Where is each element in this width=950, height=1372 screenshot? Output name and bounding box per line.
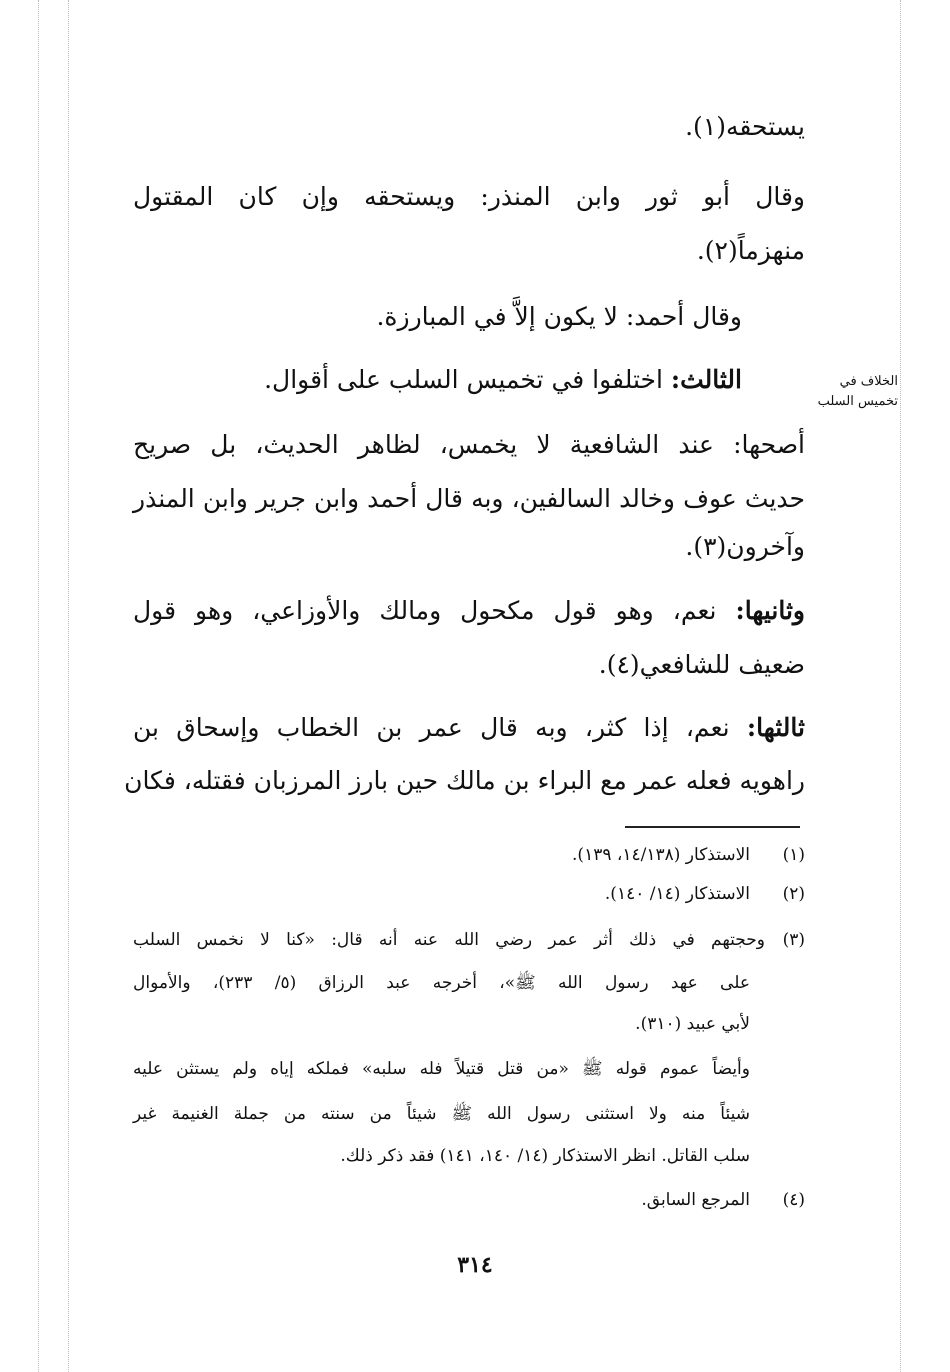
footnote-2-text: الاستذكار (١٤/ ١٤٠). — [604, 884, 750, 904]
footnote-separator — [625, 826, 800, 828]
footnote-3-line-5: شيئاً منه ولا استثنى رسول الله ﷺ شيئاً من سنته من جملة الغنيمة غير — [133, 1104, 750, 1124]
text-line-7: حديث عوف وخالد السالفين، وبه قال أحمد وابن جرير وابن المنذر — [133, 484, 805, 513]
text-line-3: منهزماً(٢). — [696, 236, 805, 265]
margin-note-line-1: الخلاف في — [839, 374, 898, 389]
footnote-3-number: (٣) — [782, 930, 805, 950]
footnote-3-line-4: وأيضاً عموم قوله ﷺ «من قتل قتيلاً فله سلبه» فملكه إياه ولم يستثن عليه — [133, 1059, 750, 1079]
text-line-11-rest: نعم، إذا كثر، وبه قال عمر بن الخطاب وإسحاق بن — [133, 713, 747, 742]
text-line-9-rest: نعم، وهو قول مكحول ومالك والأوزاعي، وهو قول — [133, 596, 736, 625]
section-heading-third: الثالث: — [670, 365, 742, 394]
label-second: وثانيها: — [735, 596, 805, 625]
text-line-9 — [133, 596, 805, 626]
margin-note — [808, 372, 898, 412]
text-line-12: راهويه فعله عمر مع البراء بن مالك حين بارز المرزبان فقتله، فكان — [124, 766, 805, 795]
footnote-3-line-2: على عهد رسول الله ﷺ»، أخرجه عبد الرزاق (٥/ ٢٣٣)، والأموال — [133, 973, 750, 993]
footnote-3-line-1: وحجتهم في ذلك أثر عمر رضي الله عنه أنه قال: «كنا لا نخمس السلب — [133, 930, 765, 950]
label-third: ثالثها: — [746, 713, 805, 742]
text-line-5 — [142, 365, 742, 395]
text-line-6: أصحها: عند الشافعية لا يخمس، لظاهر الحديث، بل صريح — [133, 430, 805, 459]
footnote-2-number: (٢) — [782, 884, 805, 904]
margin-note-line-2: تخميس السلب — [817, 394, 898, 410]
text-line-4: وقال أحمد: لا يكون إلاَّ في المبارزة. — [376, 302, 742, 331]
footnote-4-number: (٤) — [782, 1190, 805, 1210]
footnote-3-line-6: سلب القاتل. انظر الاستذكار (١٤/ ١٤٠، ١٤١) فقد ذكر ذلك. — [340, 1146, 750, 1166]
footnote-3-line-3: لأبي عبيد (٣١٠). — [635, 1014, 750, 1034]
footnote-1-text: الاستذكار (١٤/١٣٨، ١٣٩). — [572, 845, 750, 865]
footnote-1-number: (١) — [782, 845, 805, 865]
text-line-10: ضعيف للشافعي(٤). — [598, 650, 805, 679]
text-line-11 — [133, 713, 805, 743]
footnote-4-text: المرجع السابق. — [641, 1190, 750, 1210]
text-line-2: وقال أبو ثور وابن المنذر: ويستحقه وإن كان المقتول — [133, 182, 805, 211]
page-number: ٣١٤ — [457, 1252, 493, 1278]
text-line-8: وآخرون(٣). — [685, 532, 805, 561]
text-line-1: يستحقه(١). — [685, 112, 805, 141]
text-line-5-rest: اختلفوا في تخميس السلب على أقوال. — [264, 365, 671, 394]
